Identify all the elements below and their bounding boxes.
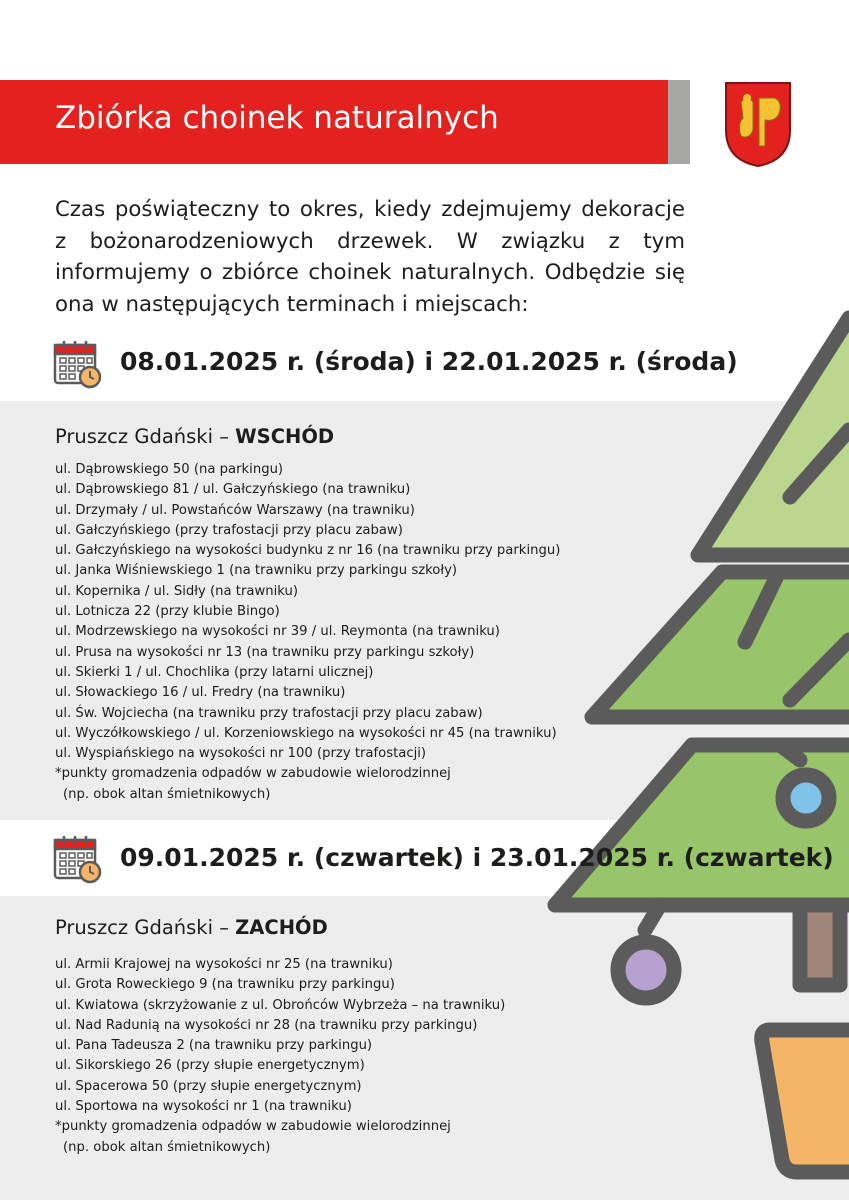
list-item: ul. Janka Wiśniewskiego 1 (na trawniku przy parkingu szkoły)	[55, 563, 458, 579]
title-banner-accent	[668, 80, 690, 164]
footnote-line: *punkty gromadzenia odpadów w zabudowie wielorodzinnej	[55, 1119, 451, 1135]
list-item: ul. Armii Krajowej na wysokości nr 25 (na trawniku)	[55, 957, 393, 972]
list-item: ul. Modrzewskiego na wysokości nr 39 / ul. Reymonta (na trawniku)	[55, 624, 500, 640]
list-item: ul. Dąbrowskiego 81 / ul. Gałczyńskiego (na trawniku)	[55, 482, 411, 498]
town-crest-icon	[723, 80, 793, 168]
area-name: ZACHÓD	[235, 916, 328, 939]
list-item: ul. Lotnicza 22 (przy klubie Bingo)	[55, 604, 280, 620]
list-item: ul. Pana Tadeusza 2 (na trawniku przy parkingu)	[55, 1038, 373, 1054]
address-list	[55, 460, 560, 805]
list-item: ul. Św. Wojciecha (na trawniku przy trafostacji przy placu zabaw)	[55, 705, 483, 721]
list-item: ul. Sikorskiego 26 (przy słupie energetycznym)	[55, 1058, 365, 1074]
list-item: ul. Wyspiańskiego na wysokości nr 100 (przy trafostacji)	[55, 746, 427, 762]
area-heading	[55, 425, 334, 448]
footnote-line: *punkty gromadzenia odpadów w zabudowie wielorodzinnej	[55, 766, 451, 782]
list-item: ul. Grota Roweckiego 9 (na trawniku przy parkingu)	[55, 977, 395, 993]
list-item: ul. Kwiatowa (skrzyżowanie z ul. Obrońców Wybrzeża – na trawniku)	[55, 997, 506, 1013]
list-item: ul. Sportowa na wysokości nr 1 (na trawniku)	[55, 1099, 352, 1115]
list-item: ul. Gałczyńskiego na wysokości budynku z nr 16 (na trawniku przy parkingu)	[55, 543, 561, 559]
address-list	[55, 955, 505, 1158]
list-item: ul. Słowackiego 16 / ul. Fredry (na trawniku)	[55, 685, 346, 701]
footnote-line: (np. obok altan śmietnikowych)	[63, 1139, 271, 1155]
list-item: ul. Dąbrowskiego 50 (na parkingu)	[55, 462, 284, 477]
list-item: ul. Nad Radunią na wysokości nr 28 (na trawniku przy parkingu)	[55, 1017, 478, 1033]
page-title: Zbiórka choinek naturalnych	[55, 100, 499, 136]
list-item: ul. Kopernika / ul. Sidły (na trawniku)	[55, 583, 299, 599]
list-item: ul. Prusa na wysokości nr 13 (na trawniku przy parkingu szkoły)	[55, 644, 475, 660]
area-name: WSCHÓD	[235, 425, 335, 448]
list-item: ul. Skierki 1 / ul. Chochlika (przy latarni ulicznej)	[55, 664, 374, 680]
calendar-clock-icon	[53, 834, 103, 884]
area-prefix: Pruszcz Gdański –	[55, 425, 236, 448]
list-item: ul. Spacerowa 50 (przy słupie energetycznym)	[55, 1078, 362, 1094]
list-item: ul. Gałczyńskiego (przy trafostacji przy placu zabaw)	[55, 522, 403, 538]
calendar-clock-icon	[53, 339, 103, 389]
area-prefix: Pruszcz Gdański –	[55, 916, 236, 939]
collection-dates-heading: 09.01.2025 r. (czwartek) i 23.01.2025 r. (czwartek)	[120, 843, 834, 872]
list-item: ul. Wyczółkowskiego / ul. Korzeniowskiego na wysokości nr 45 (na trawniku)	[55, 725, 557, 741]
list-item: ul. Drzymały / ul. Powstańców Warszawy (na trawniku)	[55, 502, 415, 518]
area-heading	[55, 916, 328, 939]
footnote-line: (np. obok altan śmietnikowych)	[63, 786, 271, 802]
collection-dates-heading: 08.01.2025 r. (środa) i 22.01.2025 r. (środa)	[120, 347, 738, 376]
intro-paragraph: Czas poświąteczny to okres, kiedy zdejmujemy dekoracje z bożonarodzeniowych drzewek. W związku z tym informujemy o zbiórce choinek naturalnych. Odbędzie się ona w następujących terminach i miejscach:	[55, 197, 685, 317]
